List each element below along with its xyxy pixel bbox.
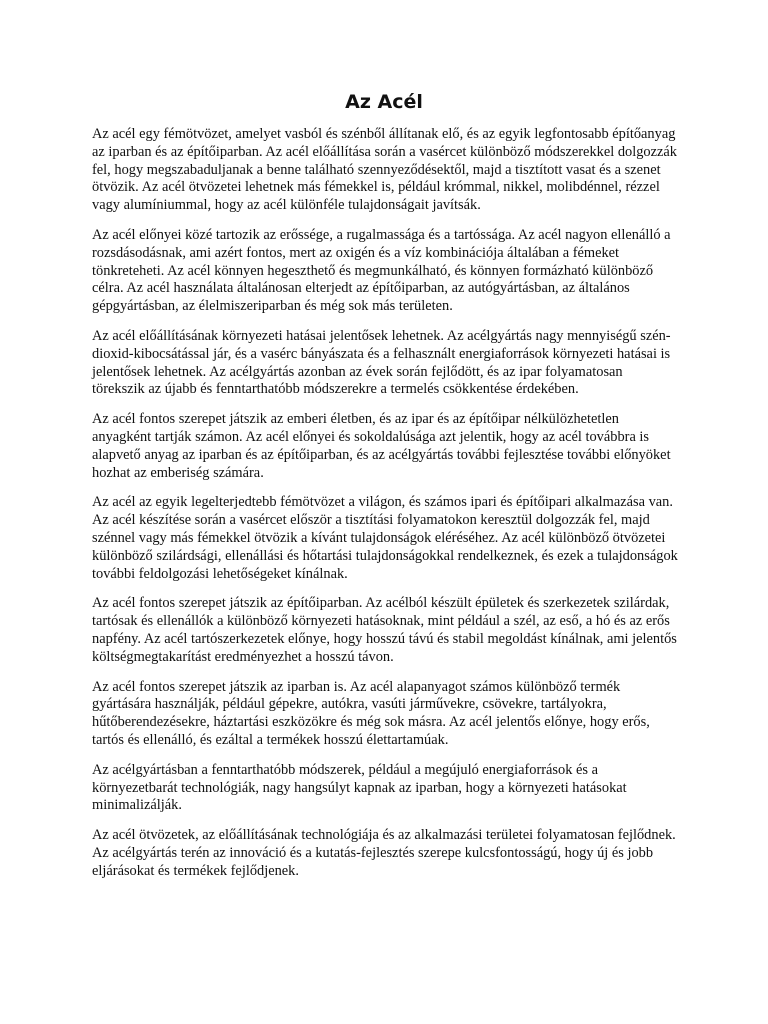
paragraph-8: Az acélgyártásban a fenntarthatóbb módszerek, például a megújuló energiaforrások és a környezetbarát technológiák, nagy hangsúlyt kapnak az iparban, hogy a környezeti hatásokat minimalizálják. bbox=[92, 761, 627, 814]
document-body bbox=[92, 126, 678, 892]
paragraph-5: Az acél az egyik legelterjedtebb fémötvözet a világon, és számos ipari és építőipari alkalmazása van. Az acél készítése során a vasércet először a tisztítási folyamatokon keresztül dolgozzák fel, majd szénnel vagy más fémekkel ötvözik a kívánt tulajdonságok eléréséhez. Az acél különböző ötvözetei különböző szilárdsági, ellenállási és hőtartási tulajdonságokkal rendelkeznek, és ezek a tulajdonságok további feldolgozási lehetőségeket kínálnak. bbox=[92, 494, 678, 582]
paragraph-1: Az acél egy fémötvözet, amelyet vasból és szénből állítanak elő, és az egyik legfontosabb építőanyag az iparban és az építőiparban. Az acél előállítása során a vasércet különböző módszerekkel dolgozzák fel, hogy megszabaduljanak a benne található szennyeződésektől, majd a tisztított vasat és a szenet ötvözik. Az acél ötvözetei lehetnek más fémekkel is, például krómmal, nikkel, molibdénnel, rézzel vagy alumíniummal, hogy az acél különféle tulajdonságait javítsák. bbox=[92, 126, 677, 214]
paragraph-6: Az acél fontos szerepet játszik az építőiparban. Az acélból készült épületek és szerkezetek szilárdak, tartósak és ellenállók a különböző környezeti hatásoknak, mint például a szél, az eső, a hó és az erős napfény. Az acél tartószerkezetek előnye, hogy hosszú távú és stabil megoldást kínálnak, ami jelentős költségmegtakarítást eredményezhet a hosszú távon. bbox=[92, 595, 677, 665]
document-title: Az Acél bbox=[345, 91, 423, 113]
paragraph-4: Az acél fontos szerepet játszik az emberi életben, és az ipar és az építőipar nélkülözhetetlen anyagként tartják számon. Az acél előnyei és sokoldalúsága azt jelentik, hogy az acél továbbra is alapvető anyag az iparban és az építőiparban, és az acélgyártás további fejlesztése további előnyöket hozhat az emberiség számára. bbox=[92, 411, 671, 481]
paragraph-7: Az acél fontos szerepet játszik az iparban is. Az acél alapanyagot számos különböző termék gyártására használják, például gépekre, autókra, vasúti járművekre, csövekre, tartályokra, hűtőberendezésekre, háztartási eszközökre és még sok másra. Az acél jelentős előnye, hogy erős, tartós és ellenálló, és ezáltal a termékek hosszú élettartamúak. bbox=[92, 678, 650, 748]
paragraph-3: Az acél előállításának környezeti hatásai jelentősek lehetnek. Az acélgyártás nagy mennyiségű szén-dioxid-kibocsátással jár, és a vasérc bányászata és a felhasznált energiaforrások környezeti hatásai is jelentősek lehetnek. Az acélgyártás azonban az évek során fejlődött, és az ipar folyamatosan törekszik az újabb és fenntarthatóbb módszerekre a termelés csökkentése érdekében. bbox=[92, 327, 671, 398]
paragraph-2: Az acél előnyei közé tartozik az erőssége, a rugalmassága és a tartóssága. Az acél nagyon ellenálló a rozsdásodásnak, ami azért fontos, mert az oxigén és a víz kombinációja általában a fémeket tönkreteheti. Az acél könnyen hegeszthető és megmunkálható, és könnyen formázható különböző célra. Az acél használata általánosan elterjedt az építőiparban, az autógyártásban, az általános gépgyártásban, az élelmiszeriparban és még sok más területen. bbox=[92, 226, 671, 315]
paragraph-9: Az acél ötvözetek, az előállításának technológiája és az alkalmazási területei folyamatosan fejlődnek. Az acélgyártás terén az innováció és a kutatás-fejlesztés szerepe kulcsfontosságú, hogy új és jobb eljárásokat és termékek fejlődjenek. bbox=[92, 827, 676, 879]
